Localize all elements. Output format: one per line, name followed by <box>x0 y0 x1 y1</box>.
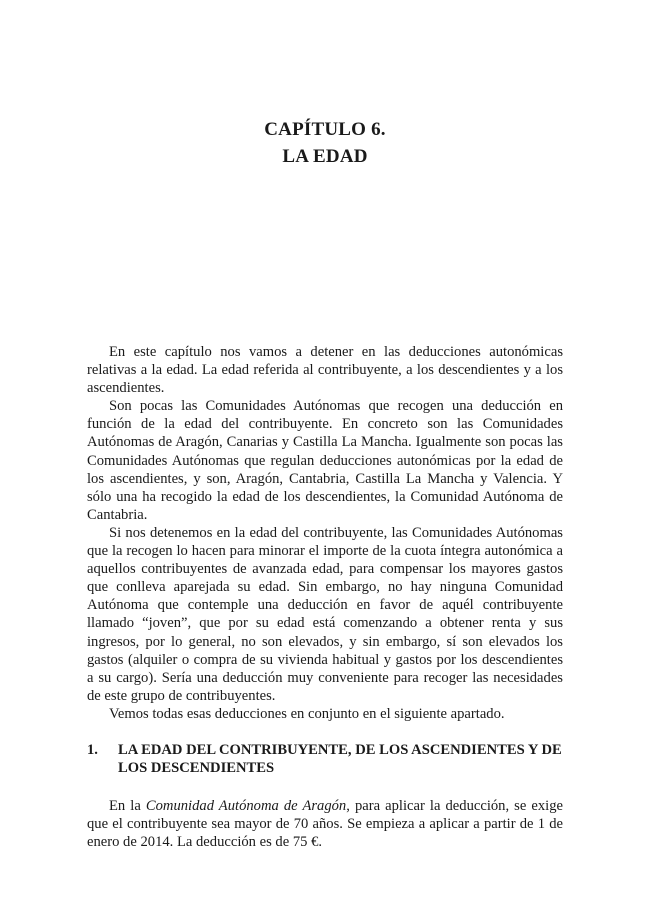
chapter-title: LA EDAD <box>282 146 368 167</box>
section-heading <box>87 741 563 777</box>
paragraph: Si nos detenemos en la edad del contribuyente, las Comunidades Autónomas que la recogen lo hacen para minorar el importe de la cuota íntegra autonómica a aquellos contribuyentes de avanzada edad, para compensar los mayores gastos que conlleva aparejada su edad. Sin embargo, no hay ninguna Comunidad Autónoma que contemple una deducción en favor de aquél contribuyente llamado “joven”, que por su edad está comenzando a obtener renta y sus ingresos, por lo general, no son elevados, y sin embargo, sí son elevados los gastos (alquiler o compra de su vivienda habitual y gastos por los descendientes a su cargo). Sería una deducción muy conveniente para recoger las necesidades de este grupo de contribuyentes. <box>87 524 563 704</box>
section-body <box>87 797 563 851</box>
section-number: 1. <box>87 741 98 758</box>
paragraph: Vemos todas esas deducciones en conjunto en el siguiente apartado. <box>109 705 505 722</box>
paragraph: En este capítulo nos vamos a detener en las deducciones autonómicas relativas a la edad. La edad referida al contribuyente, a los descendientes y a los ascendientes. <box>87 344 563 397</box>
italic-text: Comunidad Autónoma de Aragón <box>145 798 347 815</box>
body-text <box>87 343 563 851</box>
paragraph <box>87 797 563 851</box>
chapter-number: CAPÍTULO 6. <box>264 119 386 140</box>
section-title: LA EDAD DEL CONTRIBUYENTE, DE LOS ASCENDIENTES Y DE LOS DESCENDIENTES <box>118 741 562 777</box>
paragraph: Son pocas las Comunidades Autónomas que recogen una deducción en función de la edad del contribuyente. En concreto son las Comunidades Autónomas de Aragón, Canarias y Castilla La Mancha. Igualmente son pocas las Comunidades Autónomas que regulan deducciones autonómicas por la edad de los ascendientes, y son, Aragón, Cantabria, Castilla La Mancha y Valencia. Y sólo una ha recogido la edad de los descendientes, la Comunidad Autónoma de Cantabria. <box>87 398 563 523</box>
text-run: En la <box>109 798 146 815</box>
text-run: , para aplicar la deducción, se exige que el contribuyente sea mayor de 70 años. Se empieza a aplicar a partir de 1 de enero de 2014. La deducción es de 75 €. <box>87 798 564 851</box>
chapter-heading <box>0 116 650 170</box>
